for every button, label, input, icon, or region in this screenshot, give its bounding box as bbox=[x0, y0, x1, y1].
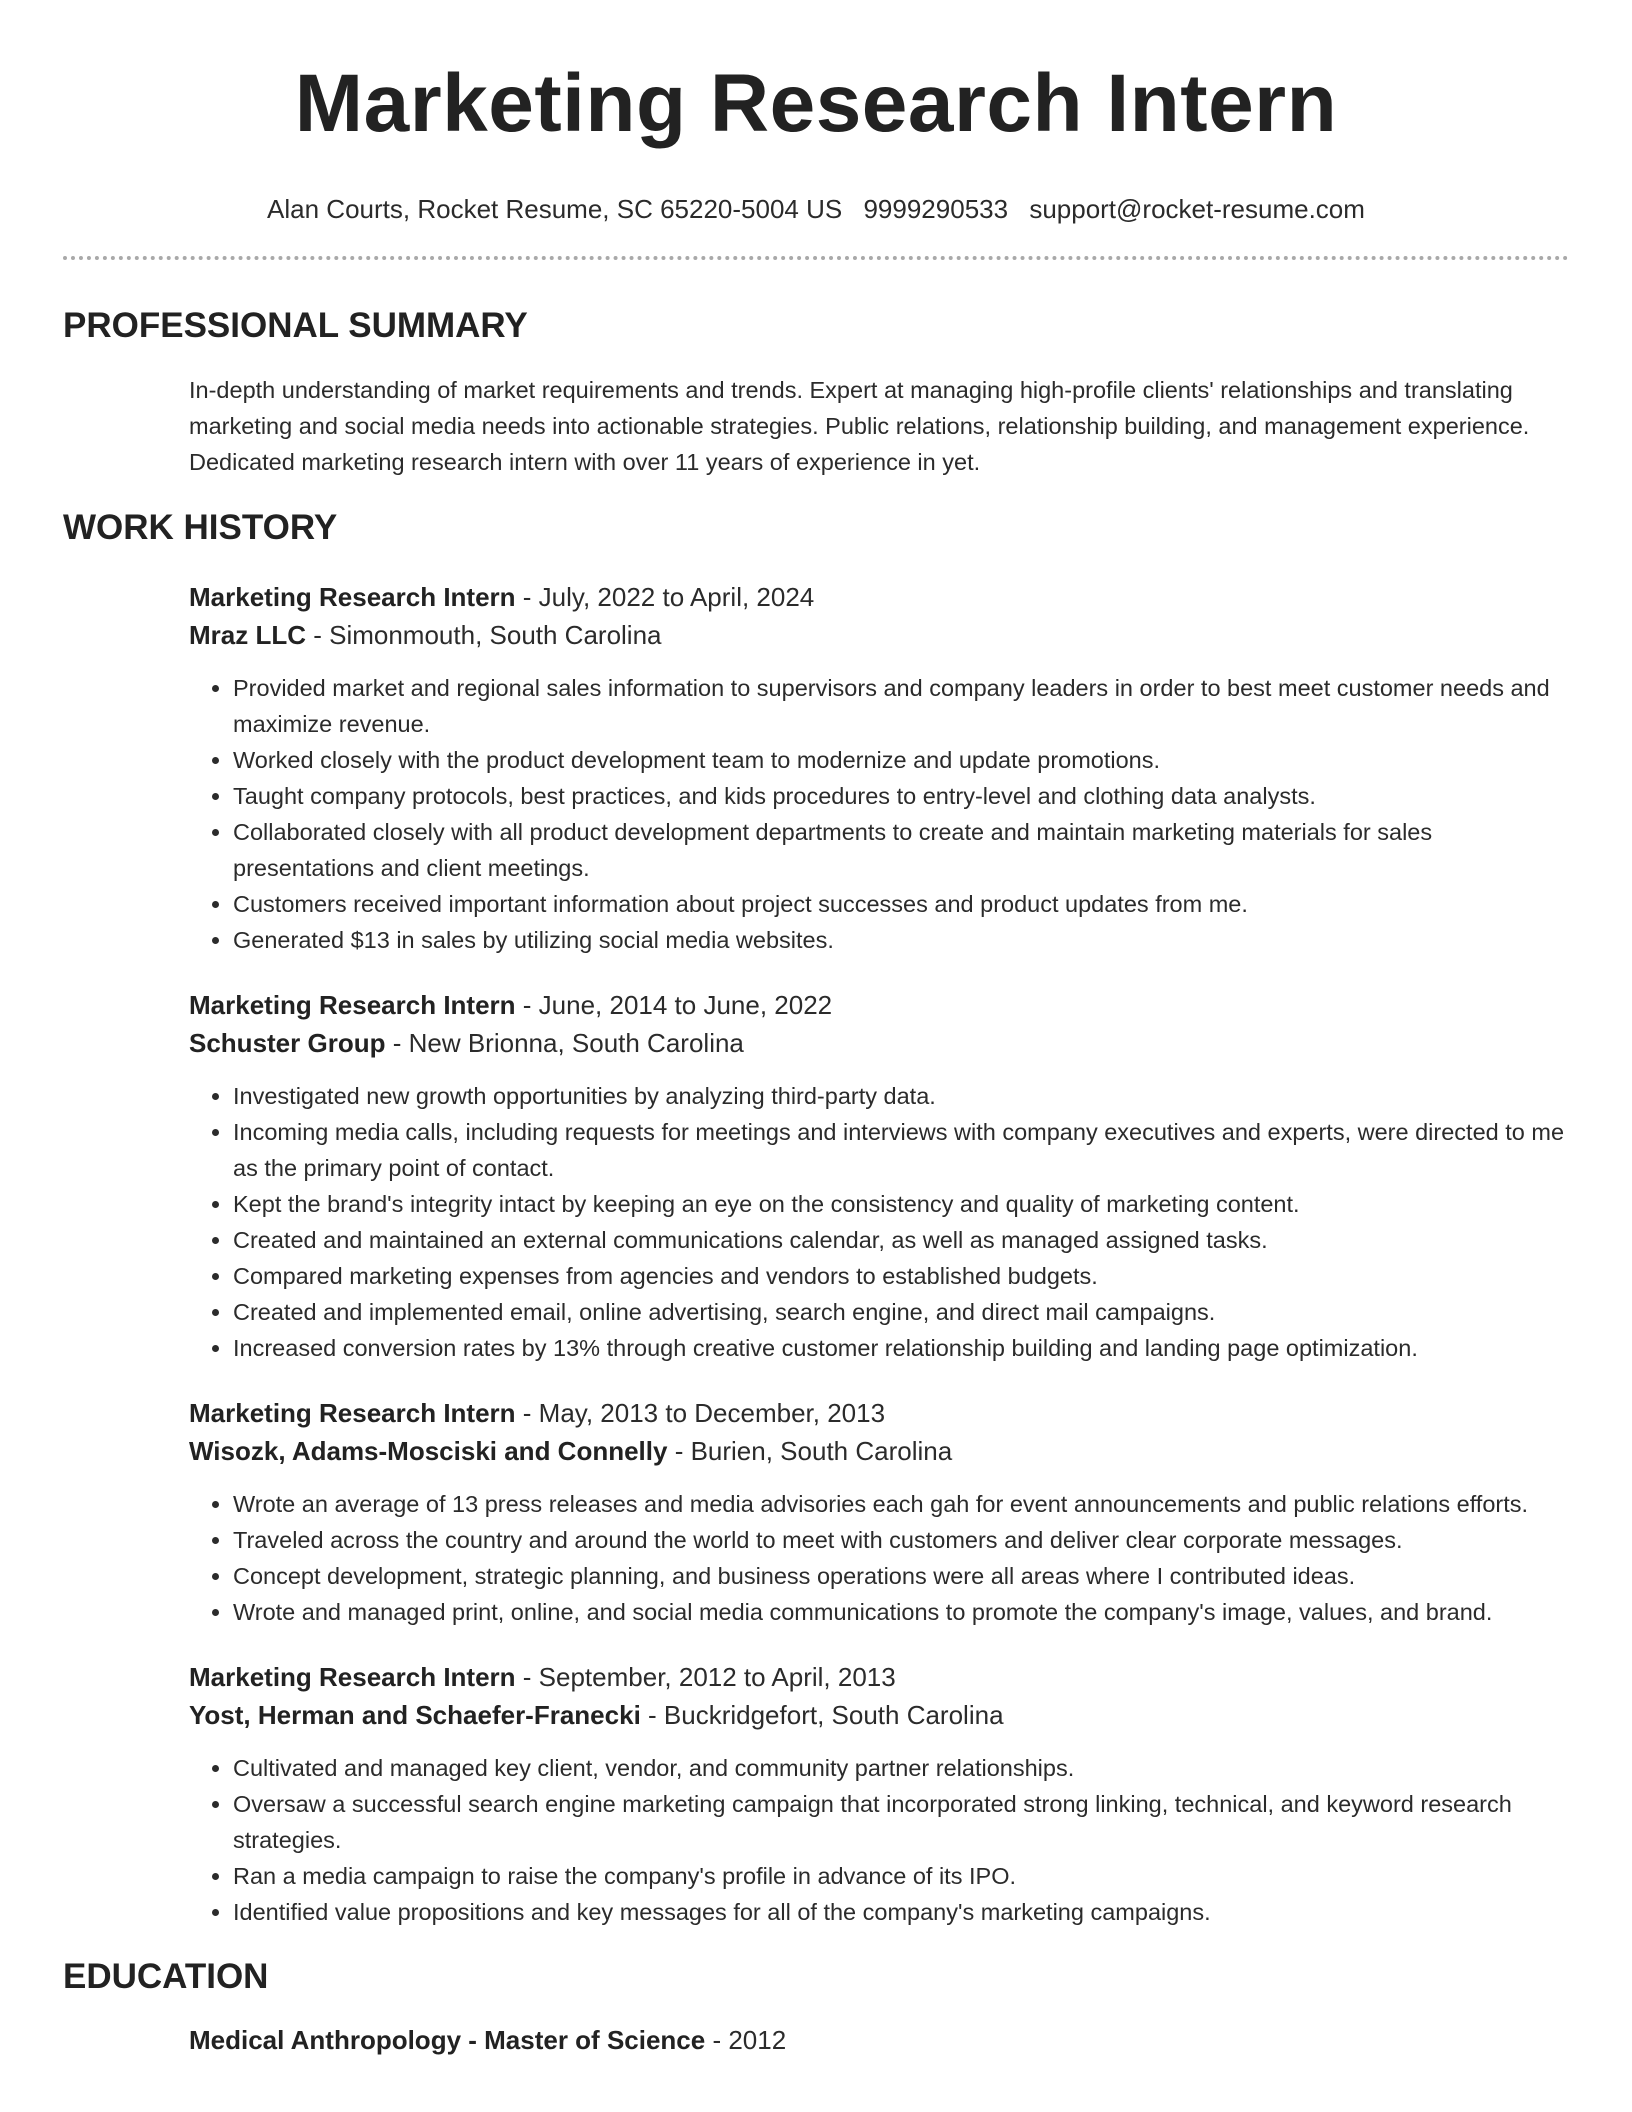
list-item: • Concept development, strategic planning, and business operations were all areas where I contributed ideas. bbox=[233, 1558, 1569, 1594]
job-company-line bbox=[189, 1024, 1569, 1062]
list-item: • Cultivated and managed key client, vendor, and community partner relationships. bbox=[233, 1750, 1569, 1786]
list-item: • Wrote and managed print, online, and social media communications to promote the company's image, values, and brand. bbox=[233, 1594, 1569, 1630]
list-item: • Customers received important information about project successes and product updates from me. bbox=[233, 886, 1569, 922]
job-entry bbox=[189, 578, 1569, 958]
job-bullets bbox=[189, 1486, 1569, 1630]
list-item: • Wrote an average of 13 press releases and media advisories each gah for event announcements and public relations efforts. bbox=[233, 1486, 1569, 1522]
list-item: • Ran a media campaign to raise the company's profile in advance of its IPO. bbox=[233, 1858, 1569, 1894]
contact-phone: 9999290533 bbox=[863, 194, 1009, 224]
job-entry bbox=[189, 1394, 1569, 1630]
education-year: - 2012 bbox=[705, 2025, 787, 2055]
job-location: - New Brionna, South Carolina bbox=[385, 1028, 744, 1058]
job-bullets bbox=[189, 1078, 1569, 1366]
job-company: Wisozk, Adams-Mosciski and Connelly bbox=[189, 1436, 668, 1466]
list-item: • Investigated new growth opportunities by analyzing third-party data. bbox=[233, 1078, 1569, 1114]
job-dates: - June, 2014 to June, 2022 bbox=[515, 990, 833, 1020]
job-company: Yost, Herman and Schaefer-Franecki bbox=[189, 1700, 641, 1730]
job-dates: - May, 2013 to December, 2013 bbox=[515, 1398, 886, 1428]
job-title-line bbox=[189, 578, 1569, 616]
list-item: • Created and implemented email, online advertising, search engine, and direct mail campaigns. bbox=[233, 1294, 1569, 1330]
job-company: Mraz LLC bbox=[189, 620, 306, 650]
job-title: Marketing Research Intern bbox=[189, 1662, 516, 1692]
resume-title: Marketing Research Intern bbox=[294, 58, 1338, 149]
job-company-line bbox=[189, 616, 1569, 654]
list-item: • Worked closely with the product development team to modernize and update promotions. bbox=[233, 742, 1569, 778]
contact-email: support@rocket-resume.com bbox=[1029, 194, 1365, 224]
job-bullets bbox=[189, 1750, 1569, 1930]
job-title-line bbox=[189, 1658, 1569, 1696]
header-divider bbox=[63, 256, 1569, 260]
summary-text: In-depth understanding of market requirements and trends. Expert at managing high-profile clients' relationships and translating marketing and social media needs into actionable strategies. Public relations, relationship building, and management experience. Dedicated marketing research intern with over 11 years of experience in yet. bbox=[189, 377, 1530, 475]
job-entry bbox=[189, 986, 1569, 1366]
job-location: - Buckridgefort, South Carolina bbox=[640, 1700, 1004, 1730]
list-item: • Kept the brand's integrity intact by keeping an eye on the consistency and quality of marketing content. bbox=[233, 1186, 1569, 1222]
summary-heading: PROFESSIONAL SUMMARY bbox=[63, 306, 528, 345]
job-location: - Simonmouth, South Carolina bbox=[306, 620, 662, 650]
job-company-line bbox=[189, 1432, 1569, 1470]
job-company: Schuster Group bbox=[189, 1028, 386, 1058]
job-bullets bbox=[189, 670, 1569, 958]
job-title: Marketing Research Intern bbox=[189, 990, 516, 1020]
list-item: • Created and maintained an external communications calendar, as well as managed assigned tasks. bbox=[233, 1222, 1569, 1258]
job-entry bbox=[189, 1658, 1569, 1930]
list-item: • Traveled across the country and around the world to meet with customers and deliver clear corporate messages. bbox=[233, 1522, 1569, 1558]
job-company-line bbox=[189, 1696, 1569, 1734]
list-item: • Incoming media calls, including requests for meetings and interviews with company executives and experts, were directed to me as the primary point of contact. bbox=[233, 1114, 1569, 1186]
job-title: Marketing Research Intern bbox=[189, 582, 516, 612]
job-title-line bbox=[189, 1394, 1569, 1432]
list-item: • Compared marketing expenses from agencies and vendors to established budgets. bbox=[233, 1258, 1569, 1294]
education-entry bbox=[189, 2021, 1569, 2059]
work-history-heading: WORK HISTORY bbox=[63, 508, 338, 547]
list-item: • Collaborated closely with all product development departments to create and maintain marketing materials for sales presentations and client meetings. bbox=[233, 814, 1569, 886]
job-dates: - July, 2022 to April, 2024 bbox=[515, 582, 815, 612]
job-location: - Burien, South Carolina bbox=[667, 1436, 953, 1466]
list-item: • Identified value propositions and key messages for all of the company's marketing campaigns. bbox=[233, 1894, 1569, 1930]
contact-address: Alan Courts, Rocket Resume, SC 65220-5004 US bbox=[267, 194, 843, 224]
list-item: • Taught company protocols, best practices, and kids procedures to entry-level and clothing data analysts. bbox=[233, 778, 1569, 814]
job-title: Marketing Research Intern bbox=[189, 1398, 516, 1428]
list-item: • Generated $13 in sales by utilizing social media websites. bbox=[233, 922, 1569, 958]
job-title-line bbox=[189, 986, 1569, 1024]
list-item: • Oversaw a successful search engine marketing campaign that incorporated strong linking, technical, and keyword research strategies. bbox=[233, 1786, 1569, 1858]
list-item: • Provided market and regional sales information to supervisors and company leaders in order to best meet customer needs and maximize revenue. bbox=[233, 670, 1569, 742]
job-dates: - September, 2012 to April, 2013 bbox=[515, 1662, 896, 1692]
contact-line bbox=[0, 192, 1632, 226]
education-heading: EDUCATION bbox=[63, 1957, 269, 1996]
list-item: • Increased conversion rates by 13% through creative customer relationship building and landing page optimization. bbox=[233, 1330, 1569, 1366]
education-degree: Medical Anthropology - Master of Science bbox=[189, 2025, 706, 2055]
